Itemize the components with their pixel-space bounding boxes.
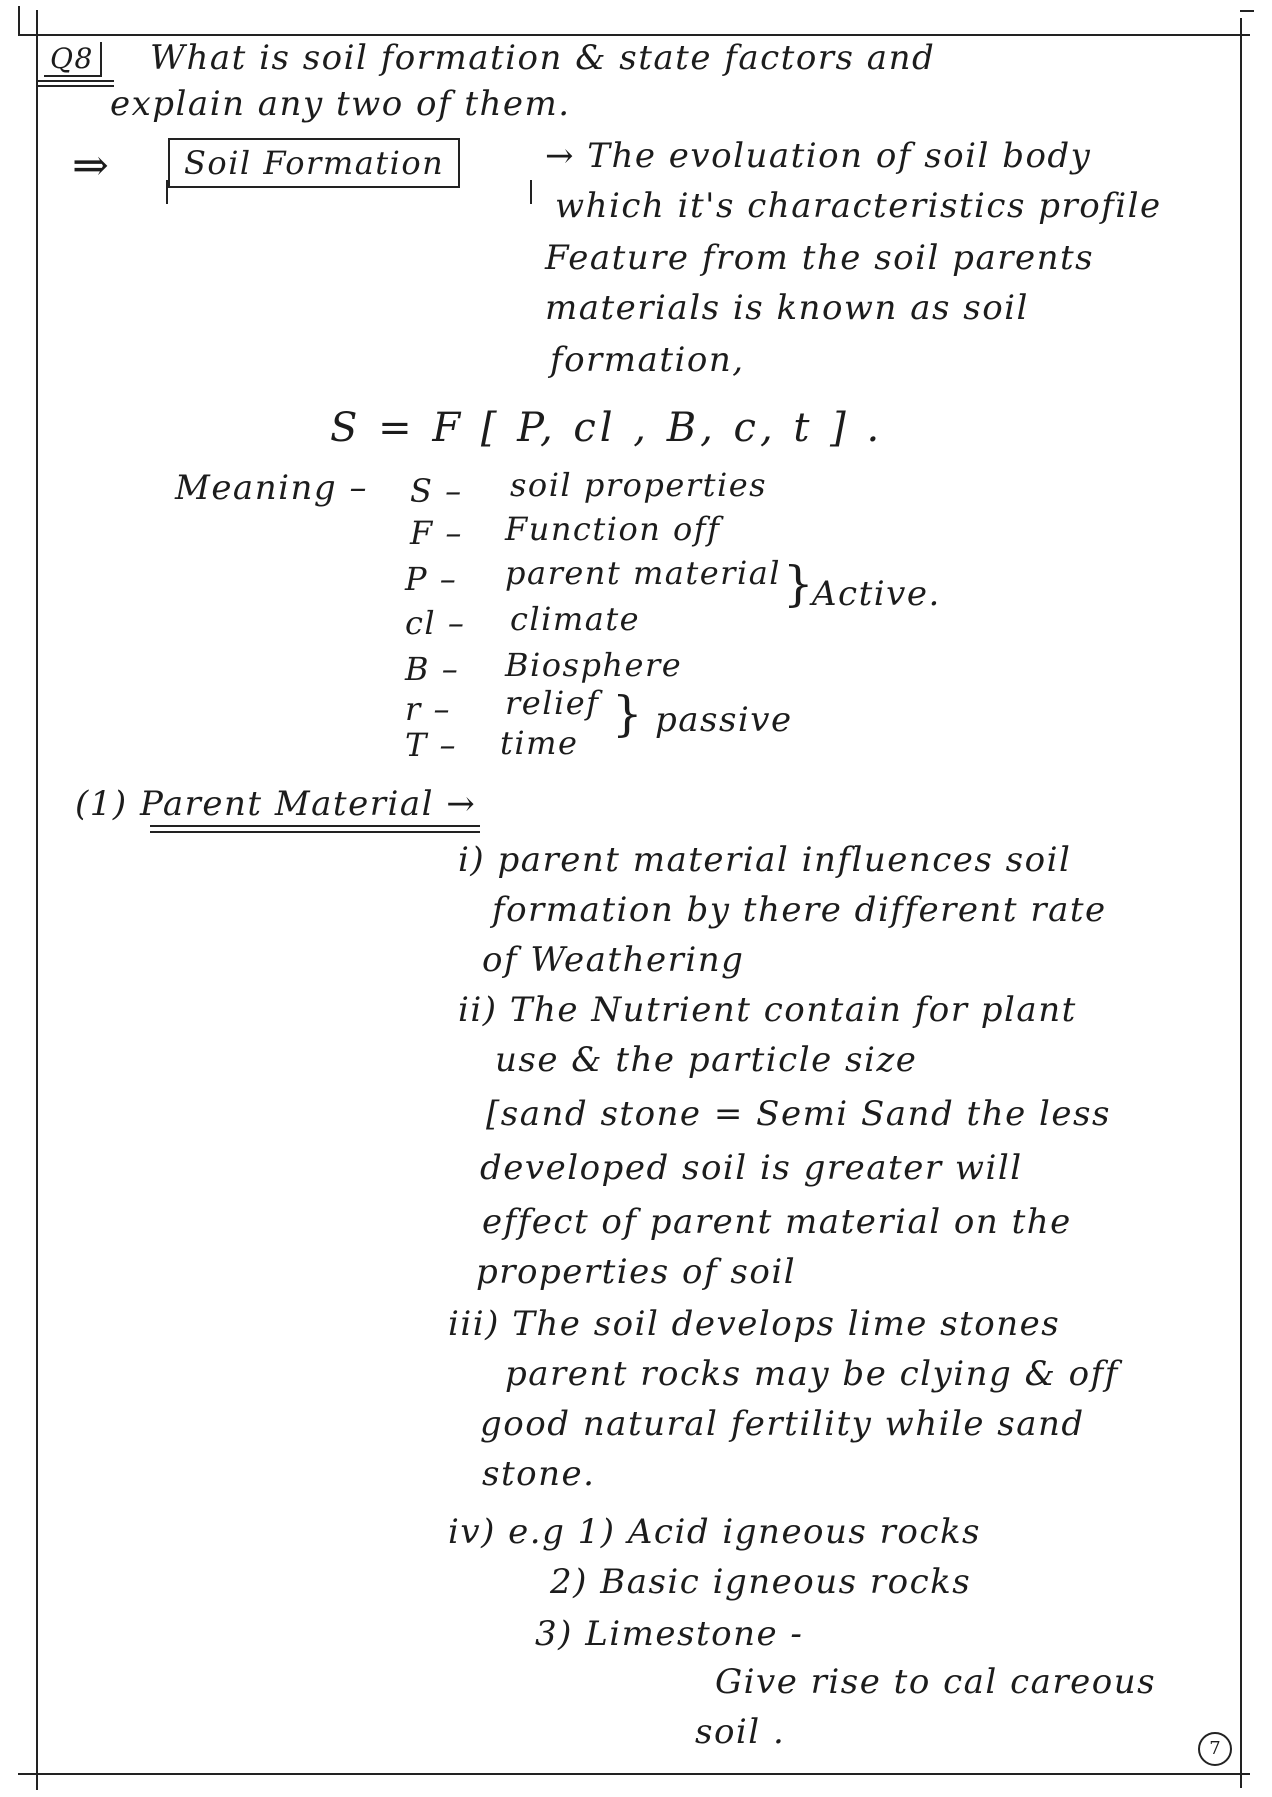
group-passive-label: passive: [655, 700, 793, 740]
definition-line: formation,: [550, 340, 745, 380]
point-line: soil .: [695, 1712, 786, 1752]
point-line: 2) Basic igneous rocks: [550, 1562, 972, 1602]
corner-mark: [1240, 10, 1254, 12]
boxed-term: Soil Formation: [168, 138, 460, 188]
point-line: use & the particle size: [495, 1040, 918, 1080]
heading-underline: [150, 825, 480, 827]
section-heading: (1) Parent Material →: [75, 784, 477, 824]
point-line: properties of soil: [476, 1252, 797, 1292]
page-number: 7: [1198, 1732, 1232, 1766]
point-line: good natural fertility while sand: [480, 1404, 1085, 1444]
point-line: effect of parent material on the: [482, 1202, 1072, 1242]
question-text-line: What is soil formation & state factors and: [150, 38, 936, 78]
meaning-text: soil properties: [510, 466, 768, 504]
meaning-text: relief: [505, 684, 600, 722]
group-active-label: Active.: [812, 574, 941, 614]
point-line: i) parent material influences soil: [458, 840, 1072, 880]
definition-line: Feature from the soil parents: [545, 238, 1095, 278]
point-line: stone.: [482, 1454, 596, 1494]
point-line: iv) e.g 1) Acid igneous rocks: [448, 1512, 981, 1552]
box-tick: [166, 180, 168, 204]
page-left-margin: [36, 10, 38, 1790]
meaning-symbol: F –: [410, 514, 463, 552]
meaning-text: Biosphere: [505, 646, 683, 684]
question-underline: [36, 80, 114, 82]
point-line: [sand stone = Semi Sand the less: [486, 1094, 1111, 1134]
meaning-symbol: T –: [405, 726, 458, 764]
group-brace: }: [783, 556, 814, 612]
formula: S = F [ P, cl , B, c, t ] .: [330, 405, 884, 451]
meaning-symbol: P –: [405, 560, 458, 598]
point-line: ii) The Nutrient contain for plant: [458, 990, 1077, 1030]
page-top-rule: [18, 34, 1250, 36]
point-line: formation by there different rate: [492, 890, 1107, 930]
meaning-text: parent material: [505, 554, 781, 592]
definition-line: materials is known as soil: [545, 288, 1029, 328]
meaning-symbol: B –: [405, 650, 460, 688]
point-line: Give rise to cal careous: [715, 1662, 1157, 1702]
page-right-margin: [1240, 18, 1242, 1788]
group-brace: }: [612, 686, 643, 742]
meaning-symbol: cl –: [405, 604, 466, 642]
corner-mark: [18, 6, 20, 34]
meaning-text: climate: [510, 600, 641, 638]
question-text-line: explain any two of them.: [110, 84, 571, 124]
box-tick: [530, 180, 532, 204]
meaning-symbol: r –: [405, 690, 451, 728]
question-underline: [36, 85, 114, 87]
question-number: Q8: [44, 42, 102, 77]
meaning-text: time: [500, 724, 579, 762]
point-line: iii) The soil develops lime stones: [448, 1304, 1061, 1344]
definition-line: → The evoluation of soil body: [545, 136, 1092, 176]
meaning-label: Meaning –: [175, 468, 368, 508]
point-line: of Weathering: [482, 940, 745, 980]
meaning-symbol: S –: [410, 472, 463, 510]
point-line: developed soil is greater will: [480, 1148, 1023, 1188]
page-bottom-rule: [18, 1773, 1250, 1775]
point-line: 3) Limestone -: [535, 1614, 804, 1654]
definition-line: which it's characteristics profile: [555, 186, 1162, 226]
heading-underline: [150, 831, 480, 833]
point-line: parent rocks may be clying & off: [505, 1354, 1119, 1394]
meaning-text: Function off: [505, 510, 721, 548]
implies-arrow: ⇒: [72, 140, 109, 191]
